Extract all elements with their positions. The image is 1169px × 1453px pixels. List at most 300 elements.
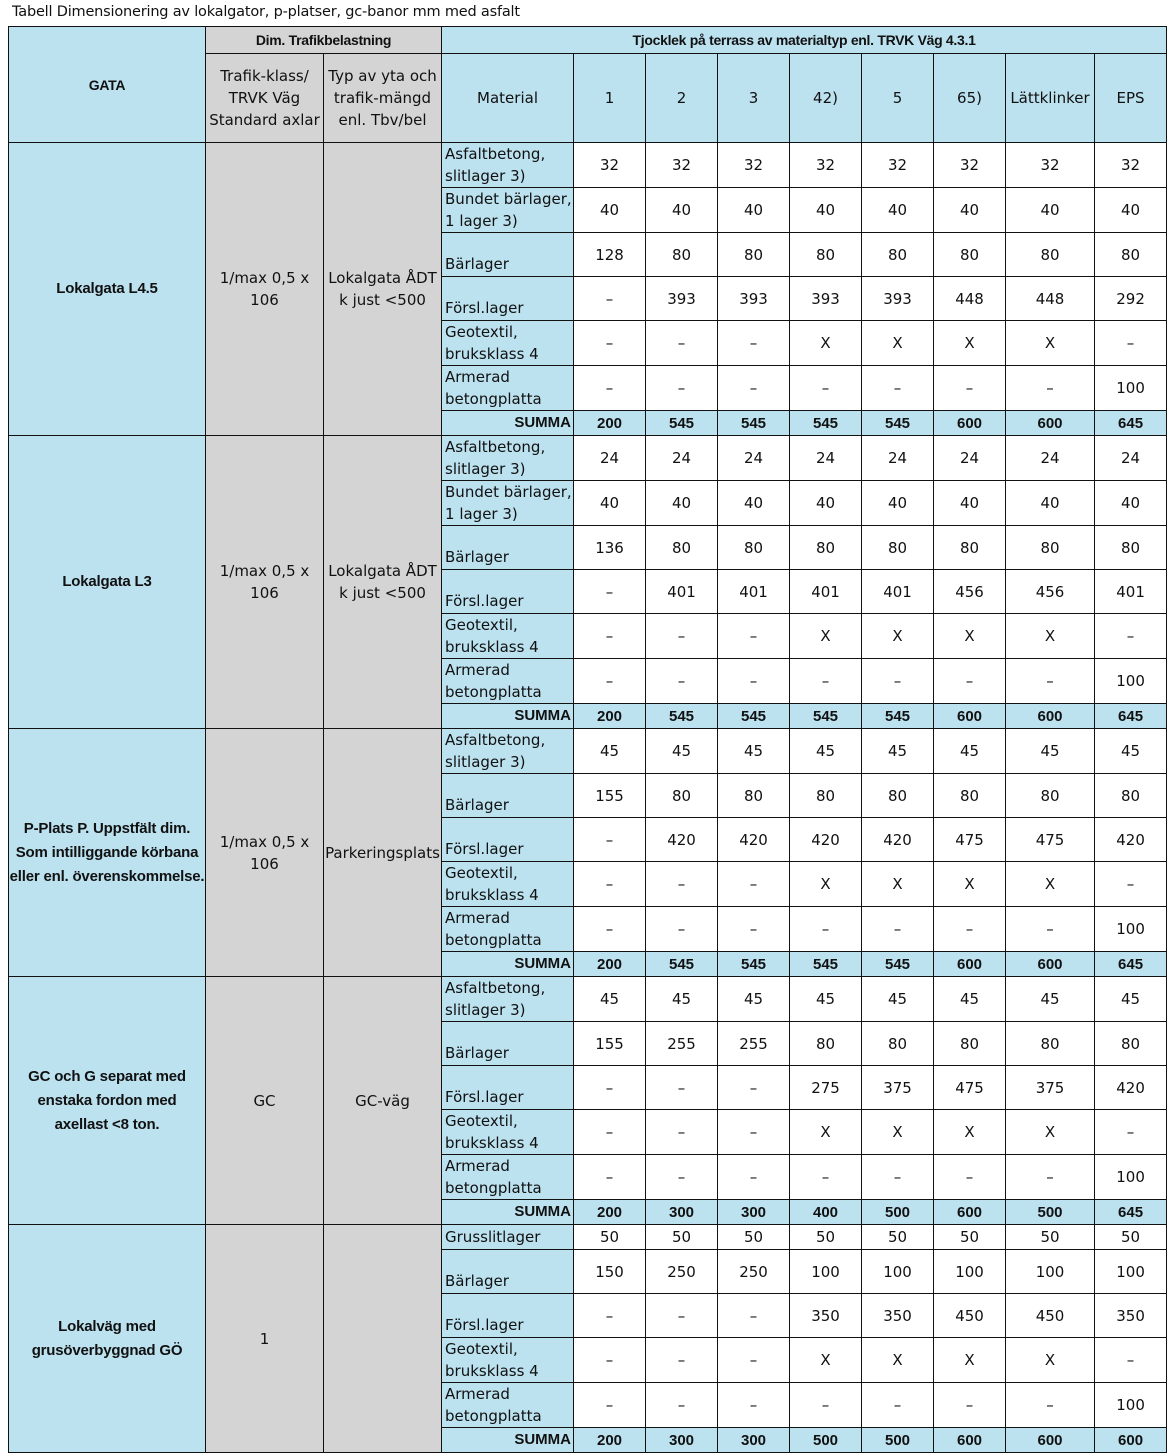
value-cell: –: [646, 321, 718, 366]
material-cell: Bärlager: [442, 233, 574, 277]
summa-value: 500: [862, 1428, 934, 1453]
value-cell: –: [718, 1294, 790, 1338]
value-cell: 292: [1095, 277, 1167, 321]
header-material: Material: [442, 54, 574, 143]
value-cell: –: [574, 614, 646, 659]
value-cell: 80: [1006, 526, 1095, 570]
summa-value: 500: [1006, 1200, 1095, 1225]
value-cell: 40: [790, 188, 862, 233]
gata-cell: Lokalgata L4.5: [9, 143, 206, 436]
value-cell: 40: [862, 188, 934, 233]
summa-value: 600: [934, 411, 1006, 436]
value-cell: 393: [646, 277, 718, 321]
value-cell: 24: [1095, 436, 1167, 481]
value-cell: –: [718, 862, 790, 907]
value-cell: 45: [790, 729, 862, 774]
value-cell: 45: [862, 977, 934, 1022]
value-cell: –: [646, 366, 718, 411]
value-cell: X: [1006, 1338, 1095, 1383]
summa-label: SUMMA: [442, 411, 574, 436]
value-cell: 393: [790, 277, 862, 321]
material-cell: Bärlager: [442, 774, 574, 818]
value-cell: 80: [718, 774, 790, 818]
value-cell: –: [574, 907, 646, 952]
value-cell: 150: [574, 1250, 646, 1294]
value-cell: 40: [718, 481, 790, 526]
summa-value: 645: [1095, 952, 1167, 977]
summa-value: 545: [862, 952, 934, 977]
value-cell: –: [718, 659, 790, 704]
trafikklass-cell: 1/max 0,5 x 106: [206, 143, 324, 436]
value-cell: X: [1006, 862, 1095, 907]
trafikklass-cell: 1/max 0,5 x 106: [206, 729, 324, 977]
value-cell: 100: [1095, 1250, 1167, 1294]
material-cell: Grusslitlager: [442, 1225, 574, 1250]
summa-label: SUMMA: [442, 704, 574, 729]
value-cell: 250: [646, 1250, 718, 1294]
summa-value: 545: [718, 411, 790, 436]
value-cell: X: [790, 321, 862, 366]
value-cell: –: [646, 1338, 718, 1383]
value-cell: X: [862, 862, 934, 907]
value-cell: 50: [862, 1225, 934, 1250]
summa-value: 300: [646, 1200, 718, 1225]
value-cell: 40: [718, 188, 790, 233]
value-cell: 80: [934, 526, 1006, 570]
summa-value: 400: [790, 1200, 862, 1225]
value-cell: –: [574, 1155, 646, 1200]
value-cell: X: [934, 321, 1006, 366]
value-cell: –: [790, 1383, 862, 1428]
value-cell: 45: [646, 977, 718, 1022]
value-cell: –: [718, 614, 790, 659]
value-cell: 401: [790, 570, 862, 614]
value-cell: –: [1095, 614, 1167, 659]
typ-av-yta-cell: Lokalgata ÅDT k just <500: [324, 143, 442, 436]
value-cell: 80: [1095, 774, 1167, 818]
typ-av-yta-cell: Lokalgata ÅDT k just <500: [324, 436, 442, 729]
value-cell: 32: [718, 143, 790, 188]
value-cell: –: [862, 1383, 934, 1428]
summa-value: 600: [1006, 1428, 1095, 1453]
value-cell: X: [934, 1110, 1006, 1155]
value-cell: –: [646, 614, 718, 659]
gata-cell: Lokalväg med grusöverbyggnad GÖ: [9, 1225, 206, 1453]
value-cell: 50: [934, 1225, 1006, 1250]
value-cell: 448: [934, 277, 1006, 321]
value-cell: 24: [862, 436, 934, 481]
value-cell: 24: [574, 436, 646, 481]
value-cell: –: [646, 659, 718, 704]
value-cell: 420: [1095, 818, 1167, 862]
value-cell: 80: [1095, 526, 1167, 570]
summa-value: 600: [1006, 704, 1095, 729]
value-cell: 50: [790, 1225, 862, 1250]
value-cell: 45: [574, 729, 646, 774]
value-cell: X: [862, 1338, 934, 1383]
value-cell: 80: [790, 526, 862, 570]
value-cell: 45: [934, 977, 1006, 1022]
summa-value: 545: [790, 411, 862, 436]
value-cell: 45: [718, 729, 790, 774]
summa-value: 545: [718, 952, 790, 977]
header-tjocklek: Tjocklek på terrass av materialtyp enl. TRVK Väg 4.3.1: [442, 27, 1167, 54]
value-cell: 32: [934, 143, 1006, 188]
value-cell: –: [862, 659, 934, 704]
summa-value: 500: [790, 1428, 862, 1453]
trafikklass-cell: 1/max 0,5 x 106: [206, 436, 324, 729]
value-cell: –: [862, 366, 934, 411]
header-type-4: 42): [790, 54, 862, 143]
material-cell: Bundet bärlager, 1 lager 3): [442, 481, 574, 526]
value-cell: 40: [1006, 481, 1095, 526]
value-cell: –: [934, 1155, 1006, 1200]
value-cell: 80: [790, 774, 862, 818]
summa-value: 200: [574, 411, 646, 436]
summa-value: 545: [862, 704, 934, 729]
value-cell: –: [718, 321, 790, 366]
value-cell: 475: [934, 818, 1006, 862]
value-cell: 24: [718, 436, 790, 481]
header-type-2: 2: [646, 54, 718, 143]
value-cell: 128: [574, 233, 646, 277]
value-cell: –: [646, 1110, 718, 1155]
value-cell: –: [574, 570, 646, 614]
value-cell: 100: [790, 1250, 862, 1294]
value-cell: 100: [1095, 659, 1167, 704]
material-cell: Bundet bärlager, 1 lager 3): [442, 188, 574, 233]
summa-value: 645: [1095, 704, 1167, 729]
value-cell: 350: [790, 1294, 862, 1338]
table-row: [9, 729, 1167, 774]
value-cell: 350: [862, 1294, 934, 1338]
value-cell: 24: [1006, 436, 1095, 481]
value-cell: 45: [934, 729, 1006, 774]
value-cell: 24: [934, 436, 1006, 481]
header-type-5: 5: [862, 54, 934, 143]
material-cell: Armerad betongplatta: [442, 907, 574, 952]
header-trafikklass: Trafik-klass/ TRVK Väg Standard axlar: [206, 54, 324, 143]
summa-value: 600: [1006, 952, 1095, 977]
value-cell: 40: [1095, 188, 1167, 233]
value-cell: –: [934, 659, 1006, 704]
value-cell: 40: [934, 481, 1006, 526]
value-cell: –: [718, 907, 790, 952]
value-cell: 401: [646, 570, 718, 614]
value-cell: –: [934, 1383, 1006, 1428]
value-cell: 136: [574, 526, 646, 570]
value-cell: 40: [934, 188, 1006, 233]
header-type-lattklinker: Lättklinker: [1006, 54, 1095, 143]
summa-value: 500: [862, 1200, 934, 1225]
value-cell: 50: [1095, 1225, 1167, 1250]
value-cell: –: [574, 1338, 646, 1383]
value-cell: 40: [646, 481, 718, 526]
value-cell: 255: [646, 1022, 718, 1066]
value-cell: 80: [934, 233, 1006, 277]
value-cell: 80: [862, 1022, 934, 1066]
value-cell: X: [1006, 614, 1095, 659]
summa-value: 545: [646, 704, 718, 729]
value-cell: –: [862, 1155, 934, 1200]
value-cell: 475: [934, 1066, 1006, 1110]
summa-value: 645: [1095, 1200, 1167, 1225]
value-cell: 32: [1095, 143, 1167, 188]
value-cell: –: [862, 907, 934, 952]
value-cell: –: [1006, 1383, 1095, 1428]
value-cell: 45: [1095, 977, 1167, 1022]
table-row: [9, 143, 1167, 188]
material-cell: Armerad betongplatta: [442, 1155, 574, 1200]
value-cell: 50: [718, 1225, 790, 1250]
value-cell: –: [1006, 659, 1095, 704]
value-cell: 80: [1006, 1022, 1095, 1066]
value-cell: 475: [1006, 818, 1095, 862]
value-cell: 40: [1095, 481, 1167, 526]
value-cell: X: [790, 614, 862, 659]
summa-value: 200: [574, 704, 646, 729]
value-cell: –: [646, 862, 718, 907]
value-cell: –: [718, 1383, 790, 1428]
summa-value: 545: [862, 411, 934, 436]
value-cell: X: [934, 862, 1006, 907]
value-cell: 45: [646, 729, 718, 774]
value-cell: 32: [574, 143, 646, 188]
value-cell: –: [574, 277, 646, 321]
value-cell: –: [574, 862, 646, 907]
material-cell: Försl.lager: [442, 277, 574, 321]
typ-av-yta-cell: [324, 1225, 442, 1453]
value-cell: 80: [1095, 1022, 1167, 1066]
value-cell: X: [790, 862, 862, 907]
header-gata: GATA: [9, 27, 206, 143]
value-cell: –: [718, 1155, 790, 1200]
summa-value: 300: [718, 1200, 790, 1225]
value-cell: –: [934, 907, 1006, 952]
material-cell: Geotextil, bruksklass 4: [442, 1110, 574, 1155]
value-cell: –: [1006, 1155, 1095, 1200]
value-cell: –: [574, 1383, 646, 1428]
value-cell: 40: [574, 188, 646, 233]
header-type-6: 65): [934, 54, 1006, 143]
value-cell: 80: [790, 1022, 862, 1066]
value-cell: 100: [1095, 1383, 1167, 1428]
value-cell: 420: [718, 818, 790, 862]
value-cell: 375: [1006, 1066, 1095, 1110]
value-cell: X: [862, 321, 934, 366]
value-cell: 100: [1095, 366, 1167, 411]
value-cell: 448: [1006, 277, 1095, 321]
summa-value: 600: [934, 952, 1006, 977]
material-cell: Asfaltbetong, slitlager 3): [442, 143, 574, 188]
value-cell: –: [646, 907, 718, 952]
value-cell: –: [1095, 862, 1167, 907]
value-cell: 80: [1006, 774, 1095, 818]
summa-value: 600: [934, 704, 1006, 729]
value-cell: X: [862, 614, 934, 659]
value-cell: 32: [862, 143, 934, 188]
value-cell: –: [718, 1066, 790, 1110]
material-cell: Asfaltbetong, slitlager 3): [442, 977, 574, 1022]
value-cell: 393: [862, 277, 934, 321]
value-cell: 80: [862, 774, 934, 818]
summa-value: 545: [646, 411, 718, 436]
typ-av-yta-cell: Parkeringsplats: [324, 729, 442, 977]
summa-value: 600: [934, 1200, 1006, 1225]
value-cell: –: [574, 1294, 646, 1338]
value-cell: 255: [718, 1022, 790, 1066]
value-cell: 456: [1006, 570, 1095, 614]
value-cell: 40: [1006, 188, 1095, 233]
summa-value: 300: [718, 1428, 790, 1453]
value-cell: 401: [862, 570, 934, 614]
material-cell: Försl.lager: [442, 570, 574, 614]
summa-value: 545: [790, 952, 862, 977]
value-cell: –: [646, 1383, 718, 1428]
value-cell: –: [574, 1110, 646, 1155]
value-cell: –: [790, 659, 862, 704]
material-cell: Bärlager: [442, 526, 574, 570]
value-cell: X: [790, 1338, 862, 1383]
value-cell: 80: [934, 1022, 1006, 1066]
value-cell: 420: [862, 818, 934, 862]
material-cell: Asfaltbetong, slitlager 3): [442, 436, 574, 481]
value-cell: 32: [646, 143, 718, 188]
material-cell: Bärlager: [442, 1022, 574, 1066]
value-cell: 80: [646, 774, 718, 818]
value-cell: –: [1006, 907, 1095, 952]
value-cell: 80: [1095, 233, 1167, 277]
header-type-1: 1: [574, 54, 646, 143]
value-cell: 420: [646, 818, 718, 862]
value-cell: –: [1006, 366, 1095, 411]
value-cell: X: [934, 1338, 1006, 1383]
value-cell: –: [646, 1294, 718, 1338]
value-cell: 393: [718, 277, 790, 321]
value-cell: 375: [862, 1066, 934, 1110]
value-cell: –: [718, 1110, 790, 1155]
value-cell: 450: [1006, 1294, 1095, 1338]
value-cell: 100: [934, 1250, 1006, 1294]
value-cell: –: [574, 818, 646, 862]
material-cell: Geotextil, bruksklass 4: [442, 862, 574, 907]
value-cell: –: [790, 366, 862, 411]
summa-value: 200: [574, 1200, 646, 1225]
value-cell: –: [790, 1155, 862, 1200]
value-cell: –: [718, 366, 790, 411]
value-cell: –: [790, 907, 862, 952]
value-cell: 40: [790, 481, 862, 526]
value-cell: X: [790, 1110, 862, 1155]
value-cell: –: [1095, 1110, 1167, 1155]
gata-cell: GC och G separat med enstaka fordon med axellast <8 ton.: [9, 977, 206, 1225]
value-cell: –: [1095, 1338, 1167, 1383]
value-cell: 100: [1095, 1155, 1167, 1200]
value-cell: 50: [646, 1225, 718, 1250]
value-cell: –: [646, 1155, 718, 1200]
material-cell: Försl.lager: [442, 818, 574, 862]
value-cell: 24: [646, 436, 718, 481]
value-cell: 80: [862, 233, 934, 277]
summa-label: SUMMA: [442, 1428, 574, 1453]
value-cell: 45: [718, 977, 790, 1022]
value-cell: –: [646, 1066, 718, 1110]
material-cell: Bärlager: [442, 1250, 574, 1294]
value-cell: 80: [790, 233, 862, 277]
value-cell: 40: [574, 481, 646, 526]
value-cell: 80: [862, 526, 934, 570]
value-cell: 155: [574, 1022, 646, 1066]
material-cell: Försl.lager: [442, 1294, 574, 1338]
material-cell: Geotextil, bruksklass 4: [442, 1338, 574, 1383]
value-cell: 401: [1095, 570, 1167, 614]
value-cell: –: [718, 1338, 790, 1383]
summa-value: 600: [934, 1428, 1006, 1453]
summa-label: SUMMA: [442, 952, 574, 977]
trafikklass-cell: 1: [206, 1225, 324, 1453]
header-type-eps: EPS: [1095, 54, 1167, 143]
trafikklass-cell: GC: [206, 977, 324, 1225]
table-row: [9, 436, 1167, 481]
value-cell: 50: [1006, 1225, 1095, 1250]
value-cell: –: [574, 1066, 646, 1110]
summa-value: 200: [574, 1428, 646, 1453]
value-cell: 450: [934, 1294, 1006, 1338]
summa-value: 200: [574, 952, 646, 977]
material-cell: Geotextil, bruksklass 4: [442, 321, 574, 366]
value-cell: 40: [646, 188, 718, 233]
summa-value: 545: [790, 704, 862, 729]
table-row: [9, 1225, 1167, 1250]
value-cell: 80: [646, 526, 718, 570]
value-cell: 45: [1095, 729, 1167, 774]
value-cell: 100: [1095, 907, 1167, 952]
value-cell: 40: [862, 481, 934, 526]
value-cell: 401: [718, 570, 790, 614]
header-typ-av-yta: Typ av yta och trafik-mängd enl. Tbv/bel: [324, 54, 442, 143]
material-cell: Armerad betongplatta: [442, 1383, 574, 1428]
gata-cell: Lokalgata L3: [9, 436, 206, 729]
value-cell: –: [934, 366, 1006, 411]
value-cell: 250: [718, 1250, 790, 1294]
value-cell: 100: [1006, 1250, 1095, 1294]
summa-value: 600: [1006, 411, 1095, 436]
gata-cell: P-Plats P. Uppstfält dim. Som intilliggande körbana eller enl. överenskommelse.: [9, 729, 206, 977]
value-cell: 32: [790, 143, 862, 188]
summa-value: 545: [646, 952, 718, 977]
value-cell: –: [574, 659, 646, 704]
header-dim-trafikbelastning: Dim. Trafikbelastning: [206, 27, 442, 54]
value-cell: X: [934, 614, 1006, 659]
typ-av-yta-cell: GC-väg: [324, 977, 442, 1225]
value-cell: 155: [574, 774, 646, 818]
material-cell: Försl.lager: [442, 1066, 574, 1110]
value-cell: –: [574, 366, 646, 411]
value-cell: 275: [790, 1066, 862, 1110]
summa-value: 545: [718, 704, 790, 729]
summa-label: SUMMA: [442, 1200, 574, 1225]
value-cell: 80: [934, 774, 1006, 818]
material-cell: Armerad betongplatta: [442, 659, 574, 704]
header-row-1: [9, 27, 1167, 54]
value-cell: 45: [1006, 977, 1095, 1022]
value-cell: 420: [790, 818, 862, 862]
summa-value: 300: [646, 1428, 718, 1453]
value-cell: 45: [1006, 729, 1095, 774]
value-cell: 45: [790, 977, 862, 1022]
value-cell: 50: [574, 1225, 646, 1250]
summa-value: 645: [1095, 411, 1167, 436]
